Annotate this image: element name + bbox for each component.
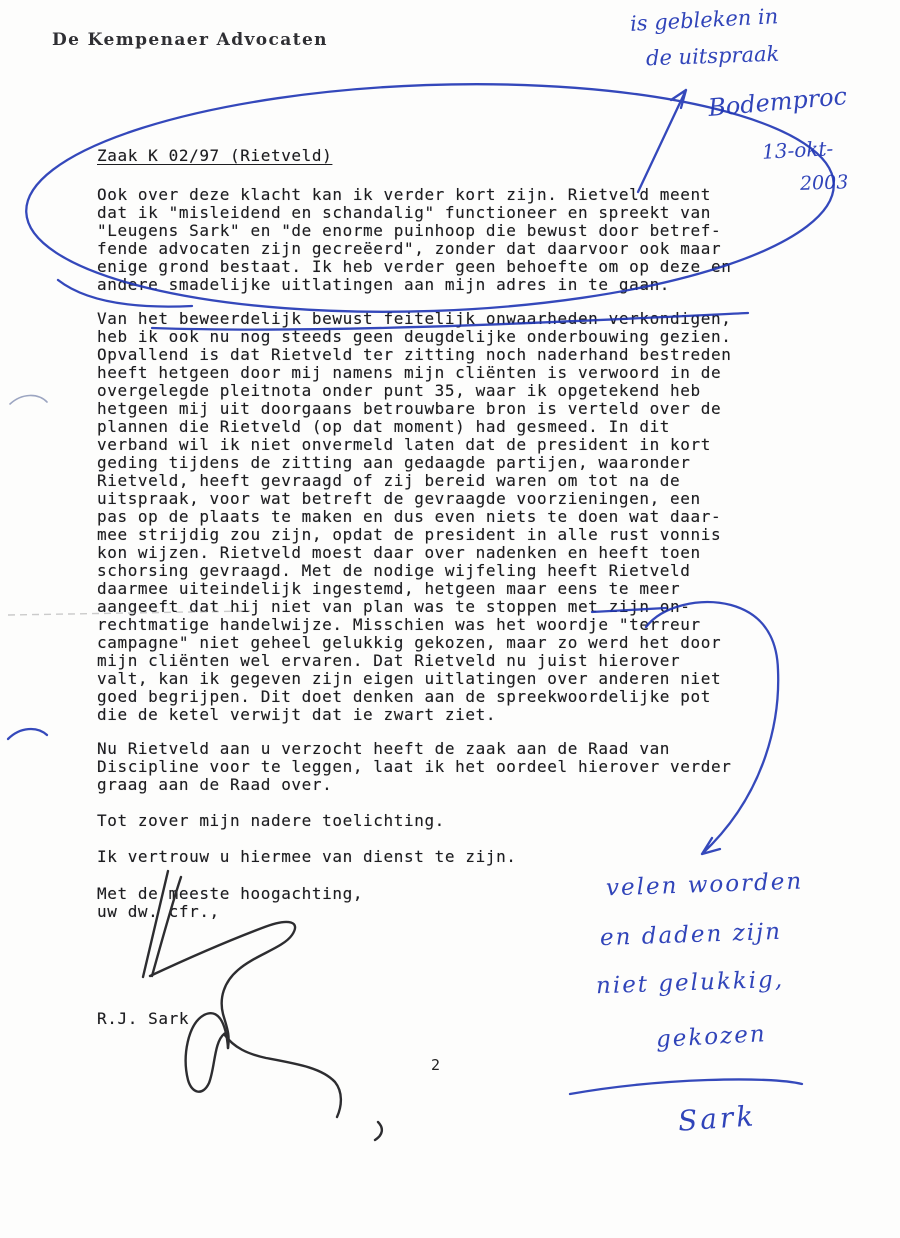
text-line: dat ik "misleidend en schandalig" functioneer en spreekt van bbox=[97, 203, 711, 222]
text-line: mee strijdig zou zijn, opdat de president in alle rust vonnis bbox=[97, 525, 722, 544]
handwritten-note-bottom-line4: gekozen bbox=[655, 1021, 768, 1053]
closing-lines bbox=[97, 885, 363, 921]
text-line: andere smadelijke uitlatingen aan mijn adres in te gaan. bbox=[97, 275, 671, 294]
subject-line: Zaak K 02/97 (Rietveld) bbox=[97, 146, 333, 165]
text-line: hetgeen mij uit doorgaans betrouwbare bron is verteld over de bbox=[97, 399, 722, 418]
text-line: Ook over deze klacht kan ik verder kort zijn. Rietveld meent bbox=[97, 185, 711, 204]
text-line: Ik vertrouw u hiermee van dienst te zijn. bbox=[97, 847, 517, 866]
paragraph-5 bbox=[97, 848, 517, 866]
handwritten-date-line2: 2003 bbox=[799, 171, 849, 195]
text-line: enige grond bestaat. Ik heb verder geen behoefte om op deze en bbox=[97, 257, 732, 276]
handwritten-note-bottom-line3: niet gelukkig, bbox=[595, 966, 785, 1000]
handwritten-date-line1: 13-okt- bbox=[761, 136, 834, 164]
signature-stroke-4 bbox=[186, 1013, 341, 1117]
margin-mark-middle bbox=[8, 729, 47, 739]
text-line: overgelegde pleitnota onder punt 35, waar ik opgetekend heb bbox=[97, 381, 701, 400]
paragraph-2 bbox=[97, 310, 731, 724]
handwritten-signature-sark: Sark bbox=[676, 1099, 758, 1138]
signatory-name: R.J. Sark bbox=[97, 1009, 190, 1028]
letterhead: De Kempenaer Advocaten bbox=[52, 30, 328, 50]
text-line: kon wijzen. Rietveld moest daar over nadenken en heeft toen bbox=[97, 543, 701, 562]
margin-mark-upper bbox=[10, 395, 47, 404]
paragraph-4 bbox=[97, 812, 445, 830]
text-line: Discipline voor te leggen, laat ik het oordeel hierover verder bbox=[97, 757, 732, 776]
page-number: 2 bbox=[431, 1056, 441, 1074]
text-line: rechtmatige handelwijze. Misschien was het woordje "terreur bbox=[97, 615, 701, 634]
text-line: Nu Rietveld aan u verzocht heeft de zaak aan de Raad van bbox=[97, 739, 671, 758]
handwritten-note-bottom-line1: velen woorden bbox=[605, 868, 804, 902]
arrow-to-top-note bbox=[638, 90, 686, 192]
signature-stroke-3 bbox=[150, 922, 295, 1048]
text-line: Tot zover mijn nadere toelichting. bbox=[97, 811, 445, 830]
text-line: campagne" niet geheel gelukkig gekozen, maar zo werd het door bbox=[97, 633, 722, 652]
text-line: uitspraak, voor wat betreft de gevraagde voorzieningen, een bbox=[97, 489, 701, 508]
text-line: aangeeft dat hij niet van plan was te stoppen met zijn on- bbox=[97, 597, 691, 616]
text-line: geding tijdens de zitting aan gedaagde partijen, waaronder bbox=[97, 453, 691, 472]
text-line: heeft hetgeen door mij namens mijn cliënten is verwoord in de bbox=[97, 363, 722, 382]
text-line: pas op de plaats te maken en dus even niets te doen wat daar- bbox=[97, 507, 722, 526]
underline-bottom-note bbox=[570, 1079, 802, 1094]
handwritten-note-top-line2: de uitspraak bbox=[645, 41, 780, 71]
text-line: die de ketel verwijt dat ie zwart ziet. bbox=[97, 705, 497, 724]
handwritten-note-top-line3: Bodemproc bbox=[707, 81, 849, 123]
text-line: goed begrijpen. Dit doet denken aan de spreekwoordelijke pot bbox=[97, 687, 711, 706]
text-line: daarmee uiteindelijk ingestemd, hetgeen maar eens te meer bbox=[97, 579, 681, 598]
paragraph-1 bbox=[97, 186, 731, 294]
text-line: fende advocaten zijn gecreëerd", zonder dat daarvoor ook maar bbox=[97, 239, 722, 258]
text-line: heb ik ook nu nog steeds geen deugdelijke onderbouwing gezien. bbox=[97, 327, 732, 346]
handwritten-note-top-line1: is gebleken in bbox=[629, 4, 779, 36]
text-line: mijn cliënten wel ervaren. Dat Rietveld nu juist hierover bbox=[97, 651, 681, 670]
text-line: Opvallend is dat Rietveld ter zitting noch naderhand bestreden bbox=[97, 345, 732, 364]
signature-stroke-5 bbox=[375, 1122, 382, 1140]
text-line: graag aan de Raad over. bbox=[97, 775, 333, 794]
text-line: uw dw. cfr., bbox=[97, 902, 220, 921]
text-line: Van het beweerdelijk bewust feitelijk onwaarheden verkondigen, bbox=[97, 309, 732, 328]
text-line: schorsing gevraagd. Met de nodige wijfeling heeft Rietveld bbox=[97, 561, 691, 580]
text-line: Rietveld, heeft gevraagd of zij bereid waren om tot na de bbox=[97, 471, 681, 490]
handwritten-note-bottom-line2: en daden zijn bbox=[599, 918, 783, 952]
text-line: verband wil ik niet onvermeld laten dat de president in kort bbox=[97, 435, 711, 454]
text-line: Met de meeste hoogachting, bbox=[97, 884, 364, 903]
text-line: valt, kan ik gegeven zijn eigen uitlatingen over anderen niet bbox=[97, 669, 722, 688]
paragraph-3 bbox=[97, 740, 731, 794]
text-line: plannen die Rietveld (op dat moment) had gesmeed. In dit bbox=[97, 417, 671, 436]
text-line: "Leugens Sark" en "de enorme puinhoop die bewust door betref- bbox=[97, 221, 722, 240]
